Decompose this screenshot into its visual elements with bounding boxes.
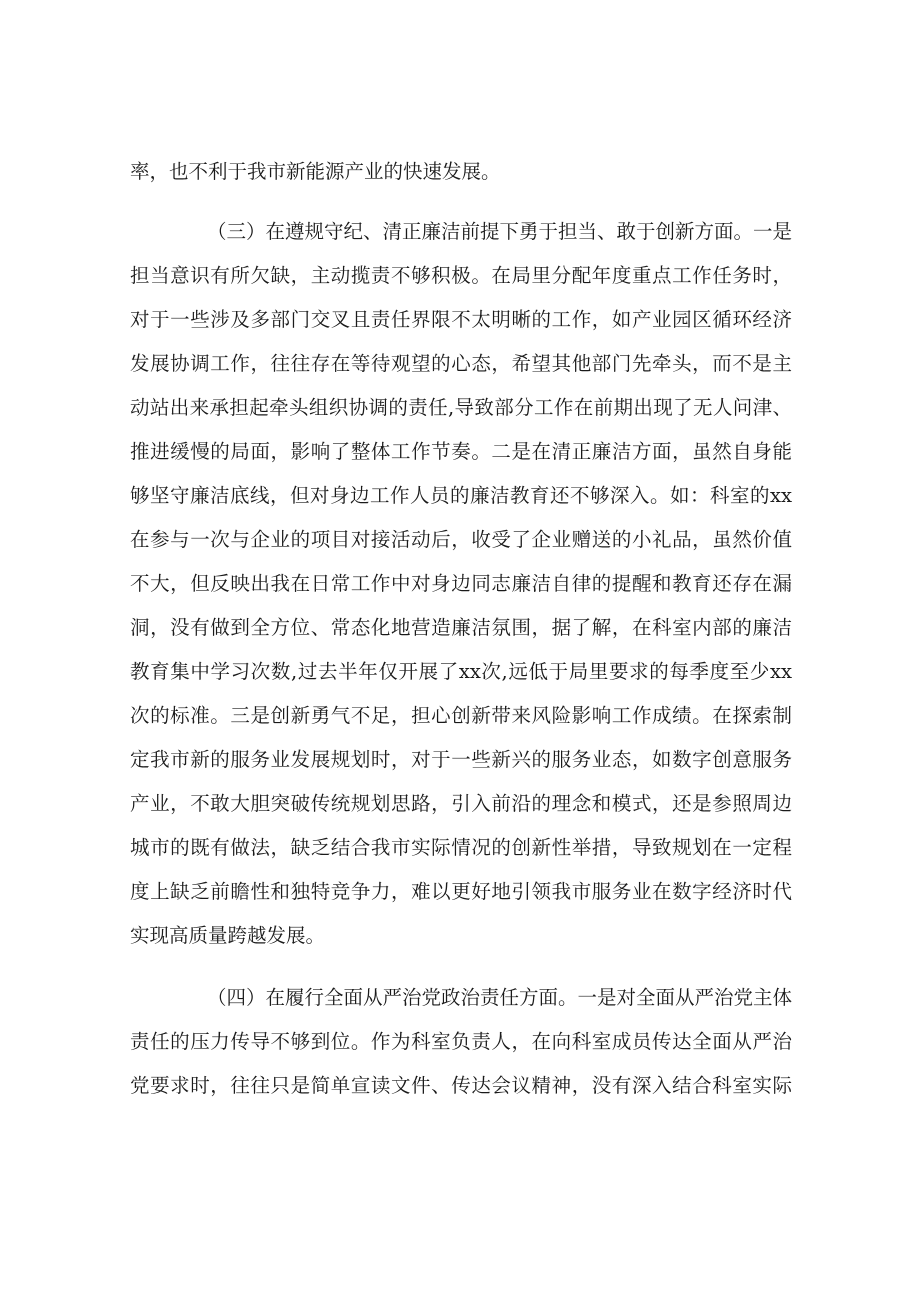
text-line: 推进缓慢的局面，影响了整体工作节奏。二是在清正廉洁方面，虽然自身能 [130, 440, 792, 463]
text-line: 洞，没有做到全方位、常态化地营造廉洁氛围，据了解，在科室内部的廉洁 [130, 616, 792, 639]
section-heading-line: （四）在履行全面从严治党政治责任方面。一是对全面从严治党主体 [207, 986, 792, 1009]
text-line: 定我市新的服务业发展规划时，对于一些新兴的服务业态，如数字创意服务 [130, 748, 792, 771]
text-line: 担当意识有所欠缺，主动揽责不够积极。在局里分配年度重点工作任务时， [130, 264, 792, 287]
text-line: 城市的既有做法，缺乏结合我市实际情况的创新性举措，导致规划在一定程 [130, 836, 792, 859]
text-line: 动站出来承担起牵头组织协调的责任,导致部分工作在前期出现了无人问津、 [130, 396, 792, 419]
text-line: 度上缺乏前瞻性和独特竞争力，难以更好地引领我市服务业在数字经济时代 [130, 880, 792, 903]
text-line: 教育集中学习次数,过去半年仅开展了xx次,远低于局里要求的每季度至少xx [130, 660, 792, 683]
text-line: 党要求时，往往只是简单宣读文件、传达会议精神，没有深入结合科室实际 [130, 1074, 792, 1097]
text-line: 次的标准。三是创新勇气不足，担心创新带来风险影响工作成绩。在探索制 [130, 704, 792, 727]
text-line: 责任的压力传导不够到位。作为科室负责人，在向科室成员传达全面从严治 [130, 1030, 792, 1053]
text-line: 不大，但反映出我在日常工作中对身边同志廉洁自律的提醒和教育还存在漏 [130, 572, 792, 595]
text-line: 产业，不敢大胆突破传统规划思路，引入前沿的理念和模式，还是参照周边 [130, 792, 792, 815]
section-heading-line: （三）在遵规守纪、清正廉洁前提下勇于担当、敢于创新方面。一是 [207, 220, 792, 243]
text-line: 在参与一次与企业的项目对接活动后，收受了企业赠送的小礼品，虽然价值 [130, 528, 792, 551]
text-line: 对于一些涉及多部门交叉且责任界限不太明晰的工作，如产业园区循环经济 [130, 308, 792, 331]
text-line: 率，也不利于我市新能源产业的快速发展。 [130, 160, 501, 183]
text-line: 够坚守廉洁底线，但对身边工作人员的廉洁教育还不够深入。如：科室的xx [130, 484, 792, 507]
text-line: 发展协调工作，往往存在等待观望的心态，希望其他部门先牵头，而不是主 [130, 352, 792, 375]
text-line: 实现高质量跨越发展。 [130, 924, 326, 947]
